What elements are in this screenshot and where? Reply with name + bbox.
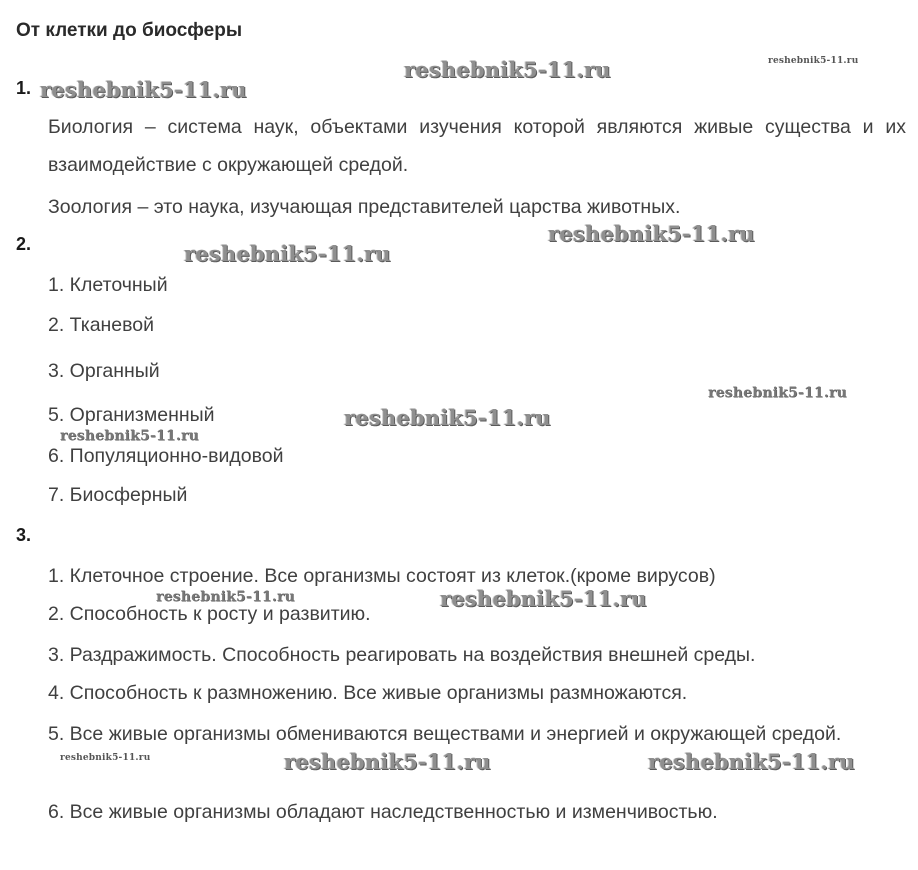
section-number-3: 3. — [16, 525, 32, 545]
watermark: reshebnik5-11.ru — [648, 749, 855, 774]
watermark: reshebnik5-11.ru — [548, 221, 755, 246]
watermark: reshebnik5-11.ru — [184, 241, 391, 266]
section-1-paragraph-zoology: Зоология – это наука, изучающая представителей царства животных. — [48, 196, 681, 218]
list-item-level-2: 2. Тканевой — [48, 314, 155, 336]
watermark: reshebnik5-11.ru — [60, 753, 151, 763]
list-item-level-5: 5. Организменный — [48, 404, 215, 426]
watermark: reshebnik5-11.ru — [60, 428, 199, 444]
watermark: reshebnik5-11.ru — [284, 749, 491, 774]
section-number-2: 2. — [16, 234, 32, 254]
list-item-level-1: 1. Клеточный — [48, 274, 168, 296]
watermark: reshebnik5-11.ru — [440, 586, 647, 611]
page-title: От клетки до биосферы — [16, 20, 243, 41]
list-item-property-3: 3. Раздражимость. Способность реагировать на воздействия внешней среды. — [48, 644, 756, 666]
list-item-property-2: 2. Способность к росту и развитию. — [48, 603, 371, 625]
watermark: reshebnik5-11.ru — [768, 56, 859, 66]
watermark: reshebnik5-11.ru — [404, 57, 611, 82]
watermark: reshebnik5-11.ru — [40, 77, 247, 102]
list-item-level-6: 6. Популяционно-видовой — [48, 445, 284, 467]
section-number-1: 1. — [16, 78, 32, 98]
list-item-property-4: 4. Способность к размножению. Все живые организмы размножаются. — [48, 682, 688, 704]
list-item-property-5: 5. Все живые организмы обмениваются веществами и энергией и окружающей средой. — [48, 723, 842, 745]
watermark: reshebnik5-11.ru — [344, 405, 551, 430]
list-item-level-3: 3. Органный — [48, 360, 160, 382]
list-item-level-7: 7. Биосферный — [48, 484, 188, 506]
list-item-property-1: 1. Клеточное строение. Все организмы состоят из клеток.(кроме вирусов) — [48, 565, 716, 587]
watermark: reshebnik5-11.ru — [708, 385, 847, 401]
watermark: reshebnik5-11.ru — [156, 589, 295, 605]
list-item-property-6: 6. Все живые организмы обладают наследственностью и изменчивостью. — [48, 801, 718, 823]
section-1-paragraph-biology: Биология – система наук, объектами изучения которой являются живые существа и их взаимодействие с окружающей средой. — [48, 116, 906, 176]
